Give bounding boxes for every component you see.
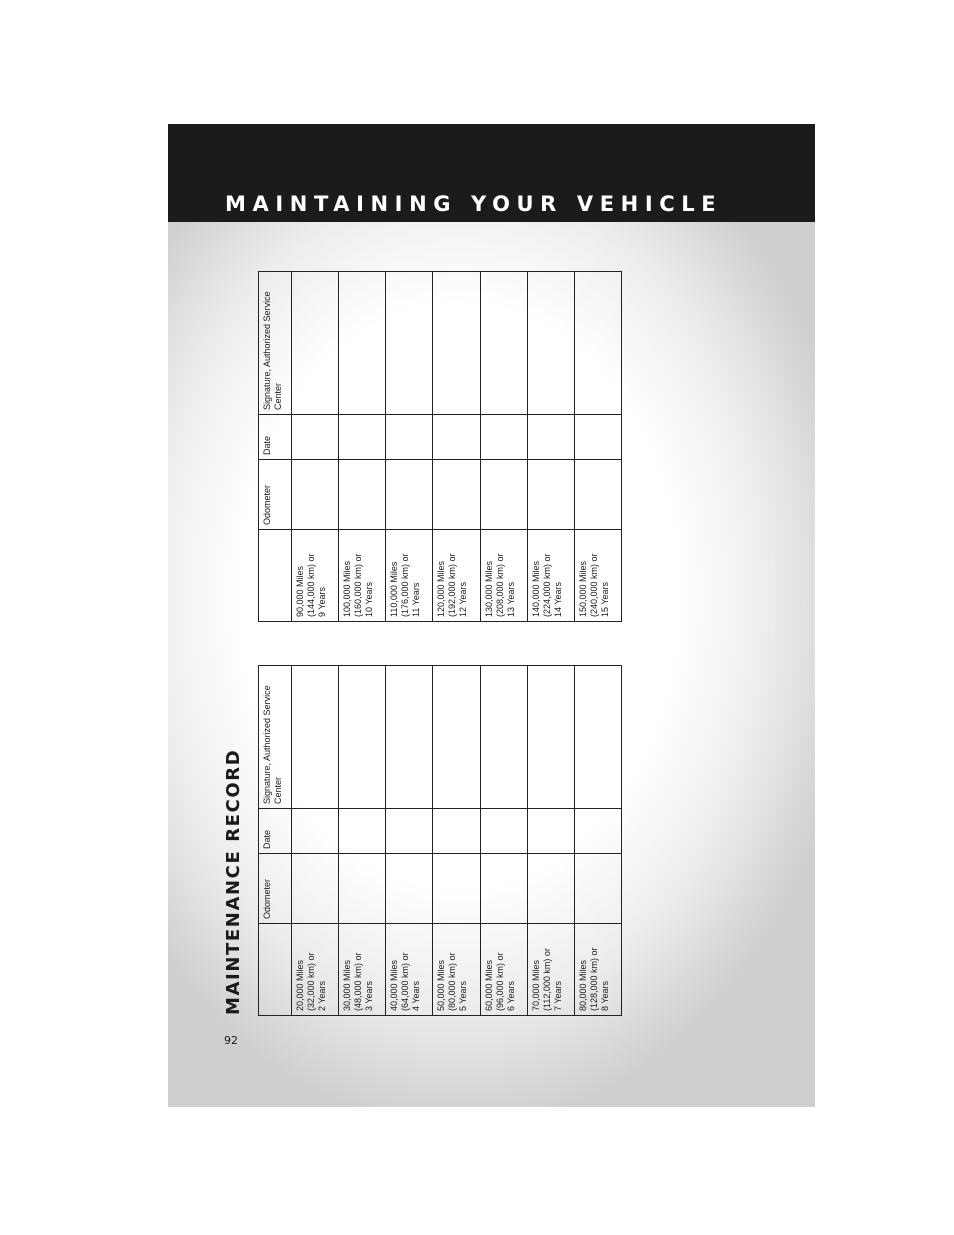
date-cell[interactable]	[339, 415, 386, 460]
odometer-cell[interactable]	[433, 854, 480, 924]
interval-miles: 130,000 Miles	[483, 560, 494, 617]
interval-km: (208,000 km) or	[494, 553, 505, 617]
signature-cell[interactable]	[339, 272, 386, 415]
signature-cell[interactable]	[527, 272, 574, 415]
interval-years: 13 Years	[505, 581, 516, 617]
odometer-cell[interactable]	[339, 854, 386, 924]
table-row	[339, 666, 386, 1016]
interval-cell	[292, 924, 339, 1016]
odometer-cell[interactable]	[292, 854, 339, 924]
odometer-cell[interactable]	[386, 460, 433, 530]
date-cell[interactable]	[527, 415, 574, 460]
interval-miles: 120,000 Miles	[436, 560, 447, 617]
interval-km: (128,000 km) or	[588, 947, 599, 1011]
interval-km: (96,000 km) or	[494, 952, 505, 1011]
table-row	[386, 272, 433, 622]
section-title: MAINTENANCE RECORD	[223, 748, 244, 1015]
interval-km: (160,000 km) or	[353, 553, 364, 617]
signature-cell[interactable]	[292, 272, 339, 415]
interval-years: 5 Years	[458, 980, 469, 1011]
interval-cell	[574, 924, 621, 1016]
interval-years: 14 Years	[552, 581, 563, 617]
interval-years: 3 Years	[364, 980, 375, 1011]
signature-cell[interactable]	[527, 666, 574, 809]
interval-cell	[339, 924, 386, 1016]
header-interval	[259, 924, 292, 1016]
signature-cell[interactable]	[574, 666, 621, 809]
signature-cell[interactable]	[574, 272, 621, 415]
interval-cell	[527, 530, 574, 622]
interval-miles: 20,000 Miles	[295, 959, 306, 1011]
date-cell[interactable]	[527, 809, 574, 854]
interval-km: (48,000 km) or	[353, 952, 364, 1011]
odometer-cell[interactable]	[480, 854, 527, 924]
interval-cell	[574, 530, 621, 622]
date-cell[interactable]	[386, 809, 433, 854]
interval-miles: 80,000 Miles	[577, 959, 588, 1011]
table-row	[433, 666, 480, 1016]
interval-miles: 100,000 Miles	[342, 560, 353, 617]
table-row	[480, 272, 527, 622]
header-odometer: Odometer	[259, 460, 292, 530]
interval-miles: 70,000 Miles	[530, 959, 541, 1011]
interval-cell	[433, 530, 480, 622]
table-row	[480, 666, 527, 1016]
interval-miles: 140,000 Miles	[530, 560, 541, 617]
page-number: 92	[224, 1034, 238, 1047]
table-row	[574, 272, 621, 622]
table-header-row	[259, 272, 292, 622]
interval-years: 12 Years	[458, 581, 469, 617]
date-cell[interactable]	[574, 415, 621, 460]
odometer-cell[interactable]	[292, 460, 339, 530]
interval-miles: 90,000 Miles	[295, 565, 306, 617]
date-cell[interactable]	[480, 415, 527, 460]
table-row	[433, 272, 480, 622]
header-date: Date	[259, 809, 292, 854]
header-date: Date	[259, 415, 292, 460]
date-cell[interactable]	[386, 415, 433, 460]
table-row	[527, 666, 574, 1016]
interval-cell	[339, 530, 386, 622]
signature-cell[interactable]	[339, 666, 386, 809]
table-row	[386, 666, 433, 1016]
interval-miles: 150,000 Miles	[577, 560, 588, 617]
header-odometer: Odometer	[259, 854, 292, 924]
odometer-cell[interactable]	[527, 854, 574, 924]
interval-km: (144,000 km) or	[306, 553, 317, 617]
interval-years: 8 Years	[599, 980, 610, 1011]
date-cell[interactable]	[574, 809, 621, 854]
interval-cell	[480, 924, 527, 1016]
interval-miles: 110,000 Miles	[389, 561, 400, 617]
header-interval	[259, 530, 292, 622]
signature-cell[interactable]	[433, 272, 480, 415]
interval-km: (80,000 km) or	[447, 952, 458, 1011]
header-signature: Signature, Authorized Service Center	[259, 666, 292, 809]
date-cell[interactable]	[292, 415, 339, 460]
table-row	[292, 272, 339, 622]
signature-cell[interactable]	[480, 666, 527, 809]
signature-cell[interactable]	[386, 666, 433, 809]
interval-km: (192,000 km) or	[447, 553, 458, 617]
interval-miles: 60,000 Miles	[483, 959, 494, 1011]
date-cell[interactable]	[433, 415, 480, 460]
interval-years: 2 Years	[317, 980, 328, 1011]
odometer-cell[interactable]	[433, 460, 480, 530]
header-signature: Signature, Authorized Service Center	[259, 272, 292, 415]
signature-cell[interactable]	[433, 666, 480, 809]
table-row	[527, 272, 574, 622]
interval-km: (176,000 km) or	[400, 553, 411, 617]
date-cell[interactable]	[433, 809, 480, 854]
table-row	[292, 666, 339, 1016]
maintenance-table-bottom	[258, 665, 622, 1016]
interval-miles: 30,000 Miles	[342, 959, 353, 1011]
table-header-row	[259, 666, 292, 1016]
interval-km: (32,000 km) or	[306, 952, 317, 1011]
interval-cell	[386, 530, 433, 622]
interval-years: 7 Years	[552, 980, 563, 1011]
odometer-cell[interactable]	[480, 460, 527, 530]
interval-km: (64,000 km) or	[400, 952, 411, 1011]
interval-years: 10 Years	[364, 581, 375, 617]
date-cell[interactable]	[480, 809, 527, 854]
odometer-cell[interactable]	[574, 460, 621, 530]
date-cell[interactable]	[292, 809, 339, 854]
interval-miles: 40,000 Miles	[389, 959, 400, 1011]
interval-km: (240,000 km) or	[588, 553, 599, 617]
interval-km: (112,000 km) or	[541, 948, 552, 1011]
table-row	[339, 272, 386, 622]
interval-cell	[433, 924, 480, 1016]
signature-cell[interactable]	[386, 272, 433, 415]
interval-years: 9 Years	[317, 586, 328, 617]
interval-cell	[386, 924, 433, 1016]
interval-miles: 50,000 Miles	[436, 959, 447, 1011]
interval-years: 6 Years	[505, 980, 516, 1011]
interval-cell	[480, 530, 527, 622]
date-cell[interactable]	[339, 809, 386, 854]
interval-cell	[292, 530, 339, 622]
odometer-cell[interactable]	[527, 460, 574, 530]
interval-years: 11 Years	[411, 582, 422, 617]
interval-km: (224,000 km) or	[541, 553, 552, 617]
odometer-cell[interactable]	[386, 854, 433, 924]
interval-years: 15 Years	[599, 581, 610, 617]
table-row	[574, 666, 621, 1016]
signature-cell[interactable]	[292, 666, 339, 809]
maintenance-table-top	[258, 271, 622, 622]
signature-cell[interactable]	[480, 272, 527, 415]
interval-years: 4 Years	[411, 980, 422, 1011]
chapter-title: MAINTAINING YOUR VEHICLE	[225, 192, 723, 216]
header-bar	[168, 124, 815, 222]
odometer-cell[interactable]	[339, 460, 386, 530]
odometer-cell[interactable]	[574, 854, 621, 924]
interval-cell	[527, 924, 574, 1016]
